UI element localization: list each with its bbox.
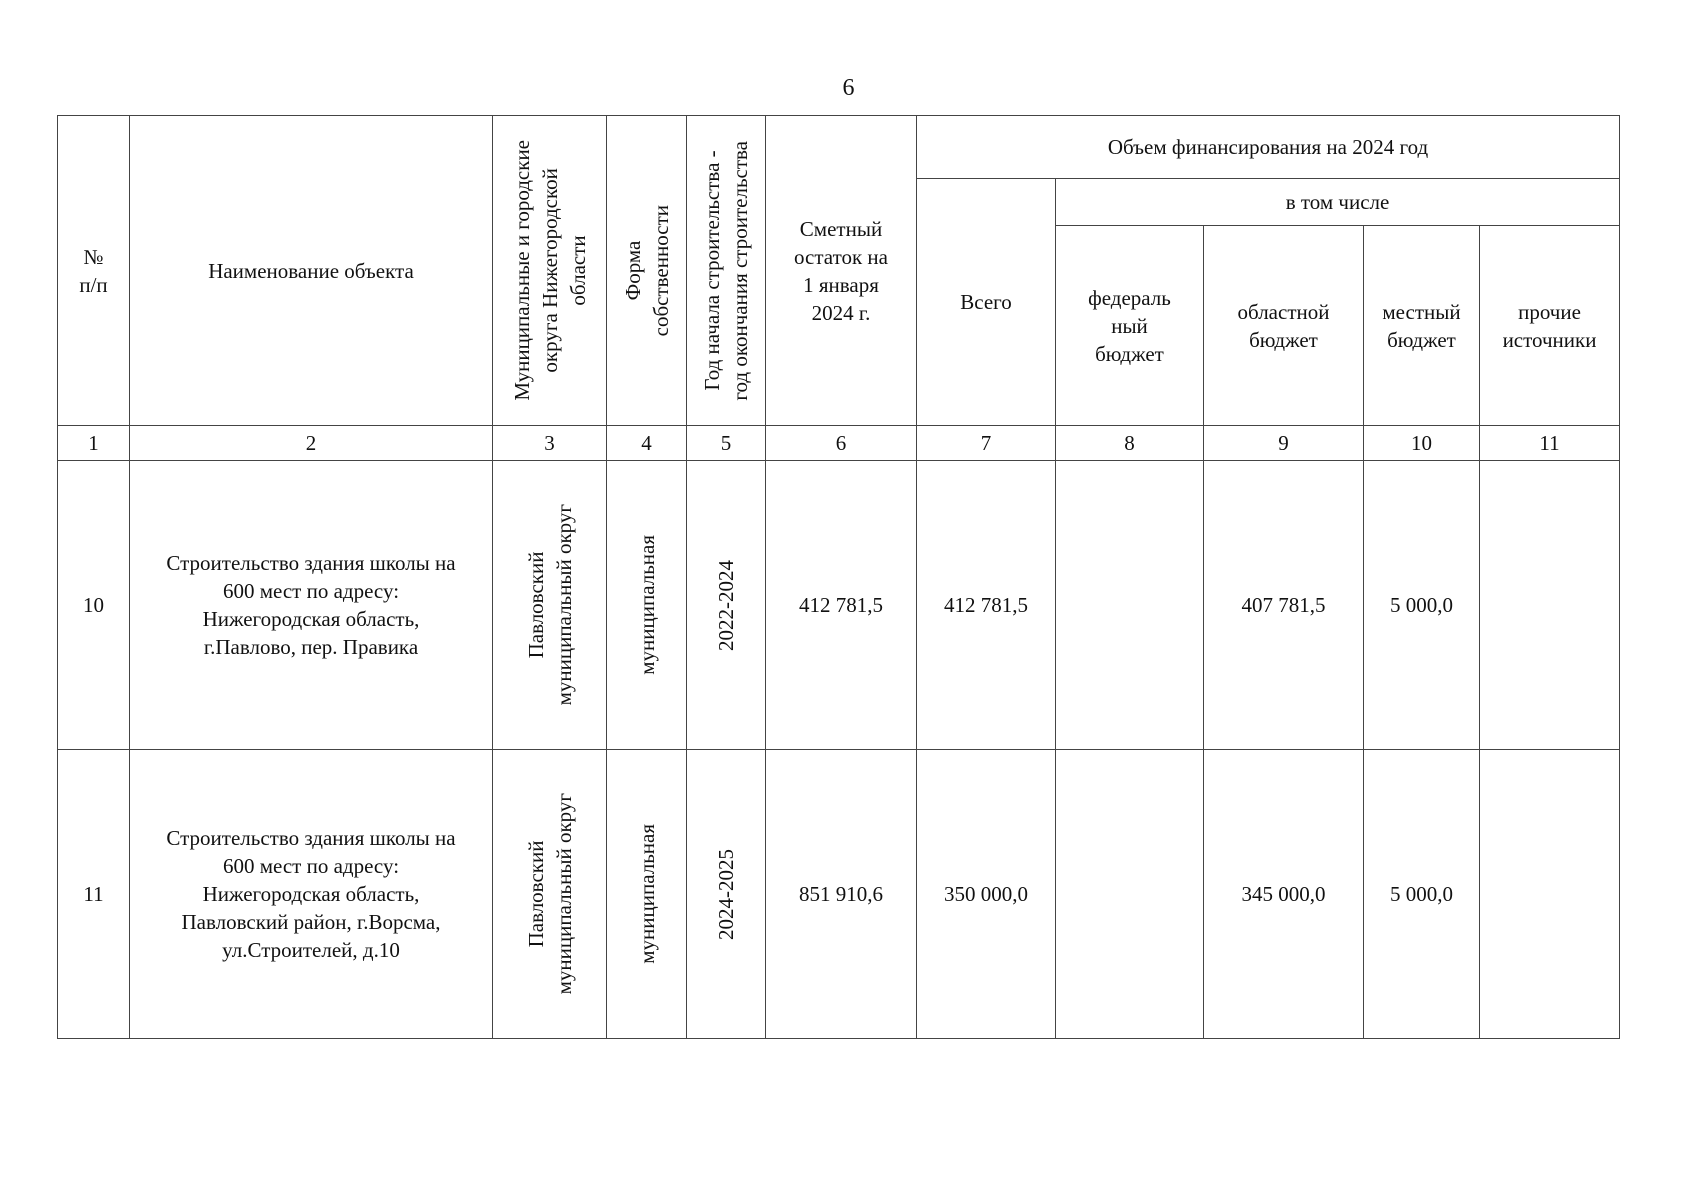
object-name: Строительство здания школы на 600 мест по адресу: Нижегородская область, Павловский район, г.Ворсма, ул.Строителей, д.10 [130, 750, 493, 1039]
years-cell [687, 461, 766, 750]
header-municipality [493, 116, 607, 426]
header-row-number: № п/п [58, 116, 130, 426]
header-other: прочие источники [1480, 226, 1620, 426]
header-ownership-text: Форма собственности [620, 204, 673, 337]
header-years-text: Год начала строительства - год окончания строительства [700, 140, 752, 401]
object-name: Строительство здания школы на 600 мест по адресу: Нижегородская область, г.Павлово, пер. Правика [130, 461, 493, 750]
column-number: 11 [1480, 426, 1620, 461]
federal-budget [1056, 750, 1204, 1039]
federal-budget [1056, 461, 1204, 750]
header-object-name: Наименование объекта [130, 116, 493, 426]
ownership-cell [607, 750, 687, 1039]
column-number: 9 [1204, 426, 1364, 461]
total-amount: 350 000,0 [917, 750, 1056, 1039]
financing-table [57, 115, 1620, 1039]
column-number: 7 [917, 426, 1056, 461]
header-total: Всего [917, 179, 1056, 426]
header-local: местный бюджет [1364, 226, 1480, 426]
construction-years: 2024-2025 [714, 848, 738, 940]
header-including-group: в том числе [1056, 179, 1620, 226]
ownership-cell [607, 461, 687, 750]
header-row-1 [58, 116, 1620, 179]
estimate-remainder: 851 910,6 [766, 750, 917, 1039]
column-number: 10 [1364, 426, 1480, 461]
estimate-remainder: 412 781,5 [766, 461, 917, 750]
header-federal: федераль ный бюджет [1056, 226, 1204, 426]
table-row [58, 461, 1620, 750]
regional-budget: 345 000,0 [1204, 750, 1364, 1039]
header-financing-group: Объем финансирования на 2024 год [917, 116, 1620, 179]
header-estimate-remainder: Сметный остаток на 1 января 2024 г. [766, 116, 917, 426]
other-sources [1480, 461, 1620, 750]
local-budget: 5 000,0 [1364, 750, 1480, 1039]
regional-budget: 407 781,5 [1204, 461, 1364, 750]
table-row [58, 750, 1620, 1039]
ownership: муниципальная [634, 824, 659, 964]
column-number: 1 [58, 426, 130, 461]
municipality: Павловский муниципальный округ [523, 504, 576, 706]
page-number: 6 [842, 75, 855, 101]
header-regional: областной бюджет [1204, 226, 1364, 426]
header-years [687, 116, 766, 426]
years-cell [687, 750, 766, 1039]
row-number: 10 [58, 461, 130, 750]
column-number: 8 [1056, 426, 1204, 461]
ownership: муниципальная [634, 535, 659, 675]
municipality-cell [493, 750, 607, 1039]
local-budget: 5 000,0 [1364, 461, 1480, 750]
municipality: Павловский муниципальный округ [523, 793, 576, 995]
header-municipality-text: Муниципальные и городские округа Нижегородской области [509, 140, 590, 401]
column-number-row [58, 426, 1620, 461]
construction-years: 2022-2024 [714, 559, 738, 651]
column-number: 5 [687, 426, 766, 461]
municipality-cell [493, 461, 607, 750]
row-number: 11 [58, 750, 130, 1039]
header-ownership [607, 116, 687, 426]
other-sources [1480, 750, 1620, 1039]
column-number: 2 [130, 426, 493, 461]
total-amount: 412 781,5 [917, 461, 1056, 750]
column-number: 6 [766, 426, 917, 461]
column-number: 3 [493, 426, 607, 461]
column-number: 4 [607, 426, 687, 461]
